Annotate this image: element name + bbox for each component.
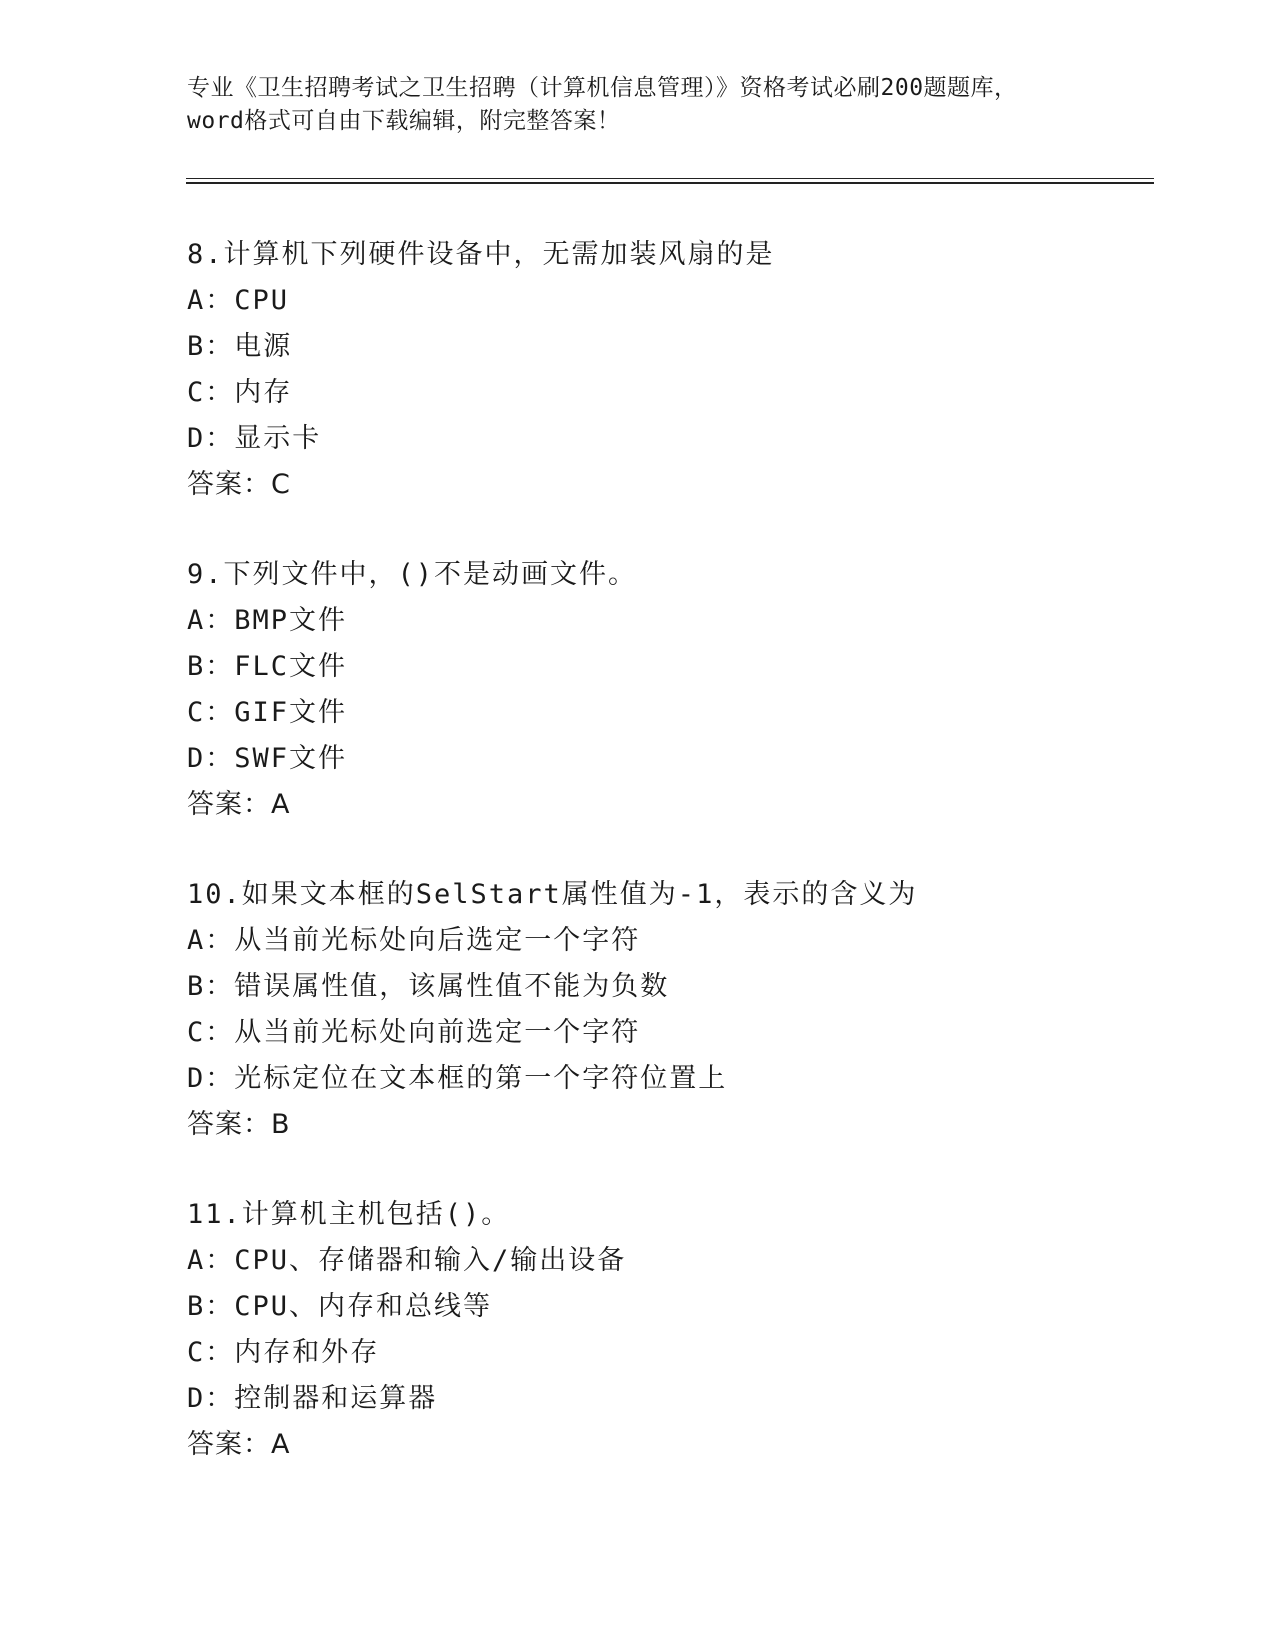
answer-text: 答案：A — [187, 789, 291, 820]
header-line-1: 专业《卫生招聘考试之卫生招聘（计算机信息管理）》资格考试必刷200题题库， — [187, 75, 1018, 101]
question-text: 8.计算机下列硬件设备中，无需加装风扇的是 — [187, 239, 775, 270]
option-a: A：CPU、存储器和输入/输出设备 — [187, 1245, 627, 1276]
question-item — [187, 232, 1147, 552]
question-list — [187, 232, 1147, 1512]
option-c: C：GIF文件 — [187, 697, 348, 728]
question-text: 10.如果文本框的SelStart属性值为-1，表示的含义为 — [187, 879, 918, 910]
option-d: D：控制器和运算器 — [187, 1383, 438, 1414]
option-a: A：BMP文件 — [187, 605, 348, 636]
option-b: B：FLC文件 — [187, 651, 348, 682]
question-item — [187, 872, 1147, 1192]
answer-text: 答案：B — [187, 1109, 291, 1140]
answer-text: 答案：A — [187, 1429, 291, 1460]
header-divider-bottom — [186, 182, 1154, 184]
header-divider-top — [186, 178, 1154, 179]
option-c: C：从当前光标处向前选定一个字符 — [187, 1017, 641, 1048]
option-a: A：CPU — [187, 285, 290, 316]
option-c: C：内存 — [187, 377, 293, 408]
option-b: B：CPU、内存和总线等 — [187, 1291, 493, 1322]
option-b: B：错误属性值，该属性值不能为负数 — [187, 971, 670, 1002]
option-d: D：SWF文件 — [187, 743, 348, 774]
answer-text: 答案：C — [187, 469, 291, 500]
question-item — [187, 1192, 1147, 1512]
question-text: 9.下列文件中，()不是动画文件。 — [187, 559, 638, 590]
question-item — [187, 552, 1147, 872]
question-text: 11.计算机主机包括()。 — [187, 1199, 511, 1230]
option-b: B：电源 — [187, 331, 293, 362]
option-c: C：内存和外存 — [187, 1337, 380, 1368]
option-d: D：显示卡 — [187, 423, 322, 454]
header-line-2: word格式可自由下载编辑，附完整答案！ — [187, 108, 621, 134]
option-a: A：从当前光标处向后选定一个字符 — [187, 925, 641, 956]
option-d: D：光标定位在文本框的第一个字符位置上 — [187, 1063, 728, 1094]
document-header — [187, 72, 1087, 138]
